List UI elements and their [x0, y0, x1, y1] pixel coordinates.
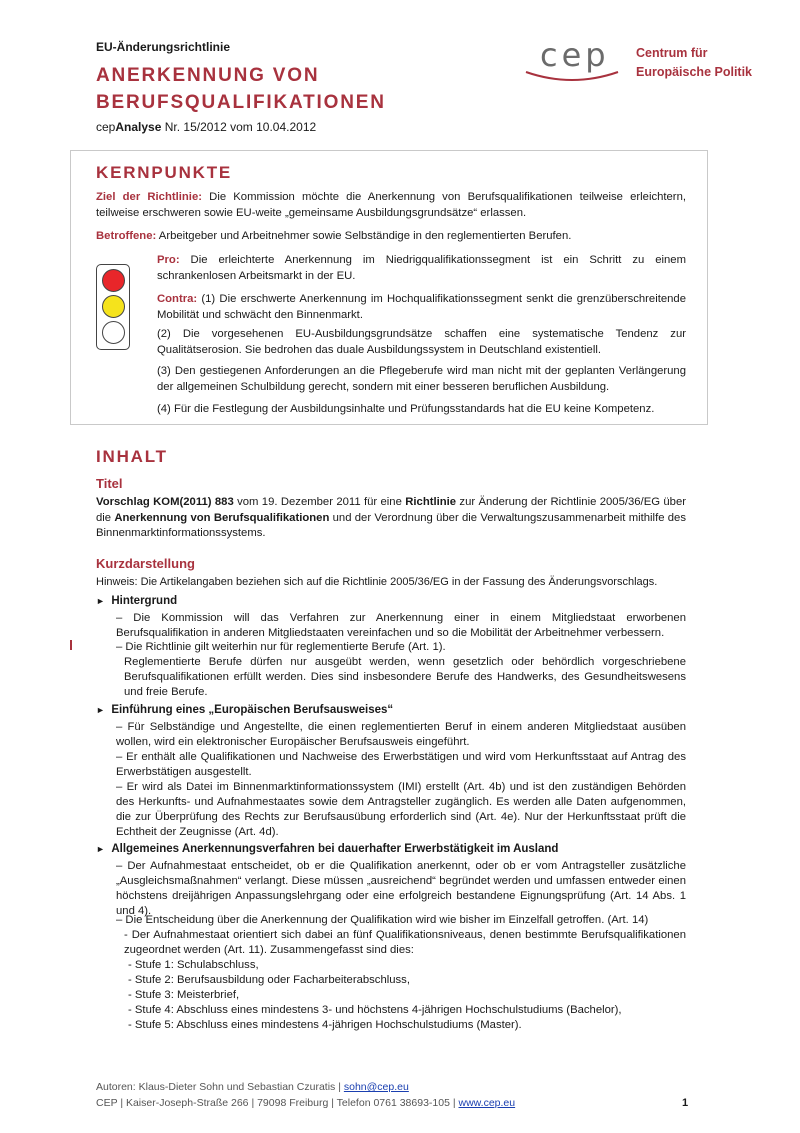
org-line-2: Europäische Politik [636, 65, 753, 79]
contra-paragraph-4: (4) Für die Festlegung der Ausbildungsinhalte und Prüfungsstandards hat die EU keine Kompetenz. [157, 403, 655, 415]
document-title [96, 62, 386, 116]
ziel-label: Ziel der Richtlinie: [96, 191, 202, 203]
kurzdarstellung-heading: Kurzdarstellung [96, 556, 195, 571]
margin-marker [70, 640, 72, 650]
bullet-hintergrund [96, 595, 177, 607]
betroffene-label: Betroffene: [96, 230, 157, 242]
footer-website-link[interactable]: www.cep.eu [458, 1097, 516, 1109]
list-item: – Der Aufnahmestaat entscheidet, ob er die Qualifikation anerkennt, oder ob er vom Antragsteller zusätzliche „Ausgleichsmaßnahmen“ verlangt. Diese müssen „ausreichend“ begründet werden und umfassen entweder einen höchstens dreijährigen Anpassungslehrgang oder eine erfolgreich bestandene Eignungsprüfung (Art. 14 Abs. 1 und 4). [116, 860, 686, 917]
pro-paragraph [157, 253, 686, 284]
list-item: - Der Aufnahmestaat orientiert sich dabei an fünf Qualifikationsniveaus, denen bestimmte Berufsqualifikationen zugeordnet werden (Art. 11). Zusammengefasst sind dies: [124, 929, 686, 956]
issue-prefix: cep [96, 120, 116, 134]
document-kicker: EU-Änderungsrichtlinie [96, 40, 231, 54]
footer-address-text: CEP | Kaiser-Joseph-Straße 266 | 79098 Freiburg | Telefon 0761 38693-105 | [96, 1097, 459, 1109]
betroffene-paragraph [96, 229, 686, 245]
ziel-paragraph [96, 190, 686, 221]
list-item: Reglementierte Berufe dürfen nur ausgeübt werden, wenn gesetzlich oder behördlich vorgeschriebene Berufsqualifikationen erfüllt werden. Dies sind insbesondere Berufe des Handwerks, des Gesundheitswesens und freie Berufe. [124, 656, 686, 698]
issue-bold: Analyse [115, 120, 162, 134]
footer-authors-text: Autoren: Klaus-Dieter Sohn und Sebastian Czuratis | [96, 1081, 344, 1093]
bullet-title: Allgemeines Anerkennungsverfahren bei dauerhafter Erwerbstätigkeit im Ausland [111, 843, 559, 855]
traffic-light-red [102, 269, 125, 292]
contra-label: Contra: [157, 293, 198, 305]
traffic-light-icon [96, 264, 130, 350]
inhalt-heading: INHALT [96, 447, 168, 466]
list-item: – Die Richtlinie gilt weiterhin nur für reglementierte Berufe (Art. 1). [116, 641, 446, 653]
bullet-berufsausweis [96, 704, 393, 716]
contra-text-1: (1) Die erschwerte Anerkennung im Hochqualifikationssegment senkt die grenzüberschreitende Mobilität und schwächt den Binnenmarkt. [157, 293, 686, 321]
list-item: – Er wird als Datei im Binnenmarktinformationssystem (IMI) erstellt (Art. 4b) und ist den zuständigen Behörden des Herkunfts- und Aufnahmestaates sowie dem Antragsteller zugänglich. Es werden alle Daten aufgenommen, die zur Überprüfung des Rechts zur Berufsausübung erforderlich sind (Art. 4e). Nur der Herkunftsstaat prüft die Echtheit der Zeugnisse (Art. 4d). [116, 781, 686, 838]
hinweis-text: Hinweis: Die Artikelangaben beziehen sich auf die Richtlinie 2005/36/EG in der Fassung des Änderungsvorschlags. [96, 576, 658, 588]
stufe-item: - Stufe 2: Berufsausbildung oder Facharbeiterabschluss, [128, 974, 410, 986]
footer-authors [96, 1081, 409, 1093]
footer-address [96, 1097, 515, 1109]
stufe-item: - Stufe 5: Abschluss eines mindestens 4-jährigen Hochschulstudiums (Master). [128, 1019, 522, 1031]
organisation-name [636, 44, 752, 82]
titel-text-2: zur Änderung der Richtlinie 2005/36/EG über die [96, 496, 686, 524]
bullet-title: Hintergrund [111, 595, 178, 607]
kernpunkte-heading: KERNPUNKTE [96, 163, 233, 182]
pro-text: Die erleichterte Anerkennung im Niedrigqualifikationssegment ist ein Schritt zu einem schrankenlosen Arbeitsmarkt in der EU. [157, 254, 686, 282]
stufe-item: - Stufe 1: Schulabschluss, [128, 959, 259, 971]
traffic-light-yellow [102, 295, 125, 318]
issue-rest: Nr. 15/2012 vom 10.04.2012 [161, 120, 317, 134]
cep-logo-text: cep [540, 36, 610, 74]
betroffene-text: Arbeitgeber und Arbeitnehmer sowie Selbständige in den reglementierten Berufen. [156, 230, 572, 242]
contra-paragraph-1 [157, 292, 686, 323]
issue-info [96, 120, 316, 134]
list-item: – Die Kommission will das Verfahren zur Anerkennung einer in einem Mitgliedstaat erworbenen Berufsqualifikation in anderen Mitgliedstaaten vereinfachen und so die Mobilität der Arbeitnehmer verbessern. [116, 612, 686, 639]
bullet-title: Einführung eines „Europäischen Berufsausweises“ [111, 704, 394, 716]
page-number: 1 [682, 1097, 689, 1109]
list-item: – Er enthält alle Qualifikationen und Nachweise des Erwerbstätigen und wird vom Herkunftsstaat auf Antrag des Erwerbstätigen ausgestellt. [116, 751, 686, 778]
title-line-2: BERUFSQUALIFIKATIONEN [96, 92, 386, 113]
triangle-bullet-icon: ► [96, 596, 105, 606]
pro-label: Pro: [157, 254, 180, 266]
traffic-light-off [102, 321, 125, 344]
titel-text-3: und der Verordnung über die Verwaltungszusammenarbeit mithilfe des Binnenmarktinformationssystems. [96, 511, 686, 540]
titel-paragraph [96, 495, 686, 542]
list-item: – Für Selbständige und Angestellte, die einen reglementierten Beruf in einem anderen Mitgliedstaat ausüben wollen, wird ein elektronischer Europäischer Berufsausweis eingeführt. [116, 721, 686, 748]
stufe-item: - Stufe 4: Abschluss eines mindestens 3- und höchstens 4-jährigen Hochschulstudiums (Bachelor), [128, 1004, 622, 1016]
bullet-anerkennungsverfahren [96, 843, 558, 855]
stufe-item: - Stufe 3: Meisterbrief, [128, 989, 240, 1001]
contra-paragraph-2: (2) Die vorgesehenen EU-Ausbildungsgrundsätze schaffen eine systematische Tendenz zur Qualitätserosion. Sie bedrohen das duale Ausbildungssystem in Deutschland existentiell. [157, 328, 686, 356]
ziel-text: Die Kommission möchte die Anerkennung von Berufsqualifikationen teilweise erleichtern, teilweise erschweren sowie EU-weite „gemeinsame Ausbildungsgrundsätze“ erlassen. [96, 191, 686, 219]
titel-text-1: vom 19. Dezember 2011 für eine [233, 496, 406, 508]
title-line-1: ANERKENNUNG VON [96, 65, 320, 86]
titel-bold-2: Richtlinie [405, 496, 457, 508]
contra-paragraph-3: (3) Den gestiegenen Anforderungen an die Pflegeberufe wird man nicht mit der geplanten Verlängerung der allgemeinen Schulbildung gerecht, sondern mit einer besseren beruflichen Ausbildung. [157, 365, 686, 393]
triangle-bullet-icon: ► [96, 844, 105, 854]
cep-logo-arc-icon [522, 68, 622, 84]
list-item: – Die Entscheidung über die Anerkennung der Qualifikation wird wie bisher im Einzelfall getroffen. (Art. 14) [116, 914, 649, 926]
triangle-bullet-icon: ► [96, 705, 105, 715]
org-line-1: Centrum für [636, 46, 708, 60]
titel-bold-1: Vorschlag KOM(2011) 883 [96, 496, 234, 508]
footer-email-link[interactable]: sohn@cep.eu [343, 1081, 409, 1093]
titel-heading: Titel [96, 476, 123, 491]
titel-bold-3: Anerkennung von Berufsqualifikationen [114, 511, 330, 524]
